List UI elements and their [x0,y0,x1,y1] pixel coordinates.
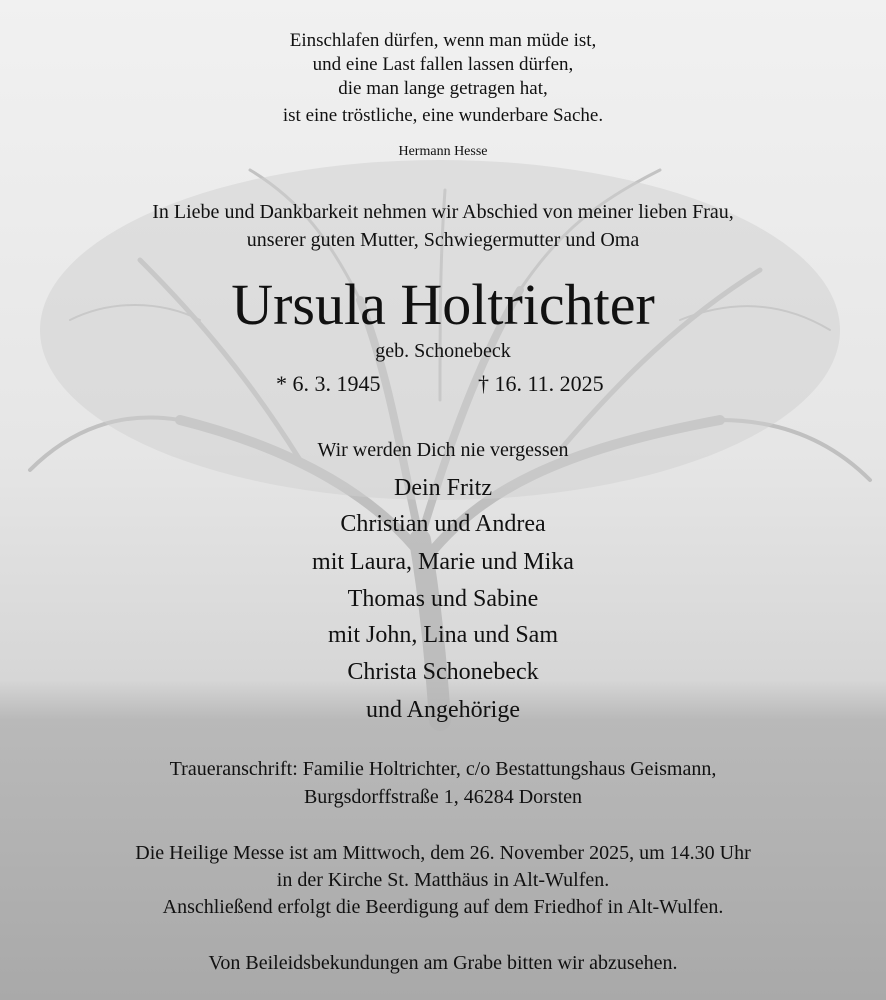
intro-line: unserer guten Mutter, Schwiegermutter und Oma [246,229,640,251]
farewell-text: Wir werden Dich nie vergessen [317,439,569,461]
birth-date: * 6. 3. 1945 [276,371,381,396]
mourner: mit Laura, Marie und Mika [312,549,574,575]
poem-line: und eine Last fallen lassen dürfen, [312,54,574,75]
mourner: Thomas und Sabine [347,586,539,612]
intro-line: In Liebe und Dankbarkeit nehmen wir Abschied von meiner lieben Frau, [152,201,734,223]
mourner: Christian und Andrea [340,511,546,537]
mourner: Dein Fritz [394,475,492,501]
poem-author: Hermann Hesse [398,144,488,159]
service-line: Die Heilige Messe ist am Mittwoch, dem 26. November 2025, um 14.30 Uhr [135,842,751,864]
service-line: Anschließend erfolgt die Beerdigung auf dem Friedhof in Alt-Wulfen. [162,896,724,918]
service-line: in der Kirche St. Matthäus in Alt-Wulfen. [276,869,610,891]
address-line: Traueranschrift: Familie Holtrichter, c/o Bestattungshaus Geismann, [169,758,717,780]
poem-line: Einschlafen dürfen, wenn man müde ist, [289,30,597,51]
poem-line: die man lange getragen hat, [338,78,548,99]
address-line: Burgsdorffstraße 1, 46284 Dorsten [303,786,583,808]
mourner: und Angehörige [366,697,520,723]
mourner: mit John, Lina und Sam [328,622,558,648]
poem-line: ist eine tröstliche, eine wunderbare Sache. [282,105,604,126]
maiden-name: geb. Schonebeck [375,340,511,362]
condolence-note: Von Beileidsbekundungen am Grabe bitten wir abzusehen. [208,952,678,974]
deceased-name: Ursula Holtrichter [231,272,655,337]
mourner: Christa Schonebeck [347,659,539,685]
death-date: † 16. 11. 2025 [478,371,604,396]
